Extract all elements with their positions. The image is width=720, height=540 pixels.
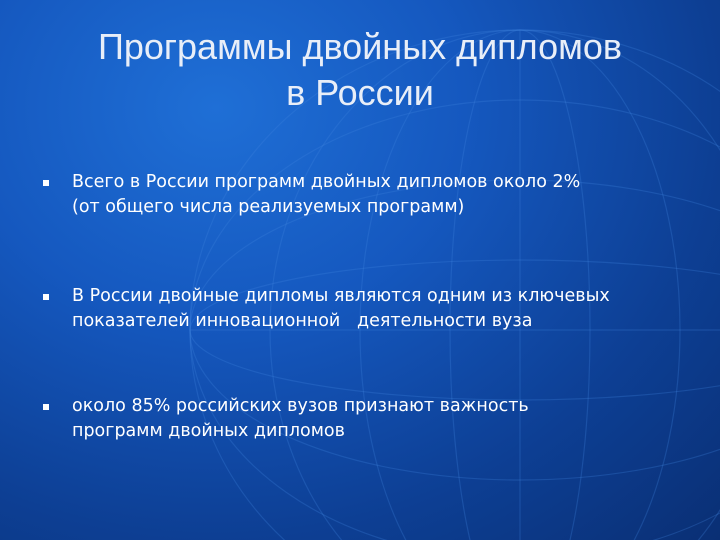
square-bullet-icon: [43, 180, 49, 186]
bullet-text: [72, 394, 702, 444]
bullet-text: [72, 170, 702, 220]
bullet-text-line: Всего в России программ двойных дипломов около 2%: [72, 172, 581, 192]
bullet-text: [72, 284, 702, 334]
slide-title-line-1: Программы двойных дипломов: [97, 26, 623, 67]
bullet-text-line: около 85% российских вузов признают важность: [72, 396, 529, 416]
square-bullet-icon: [43, 294, 49, 300]
slide-title-line-2: в России: [286, 72, 434, 113]
bullet-text-line: (от общего числа реализуемых программ): [72, 197, 465, 217]
bullet-text-line: В России двойные дипломы являются одним из ключевых: [72, 286, 610, 306]
bullet-text-line: показателей инновационной деятельности вуза: [72, 311, 533, 331]
bullet-text-line: программ двойных дипломов: [72, 421, 345, 441]
slide-title: [0, 24, 720, 116]
square-bullet-icon: [43, 404, 49, 410]
